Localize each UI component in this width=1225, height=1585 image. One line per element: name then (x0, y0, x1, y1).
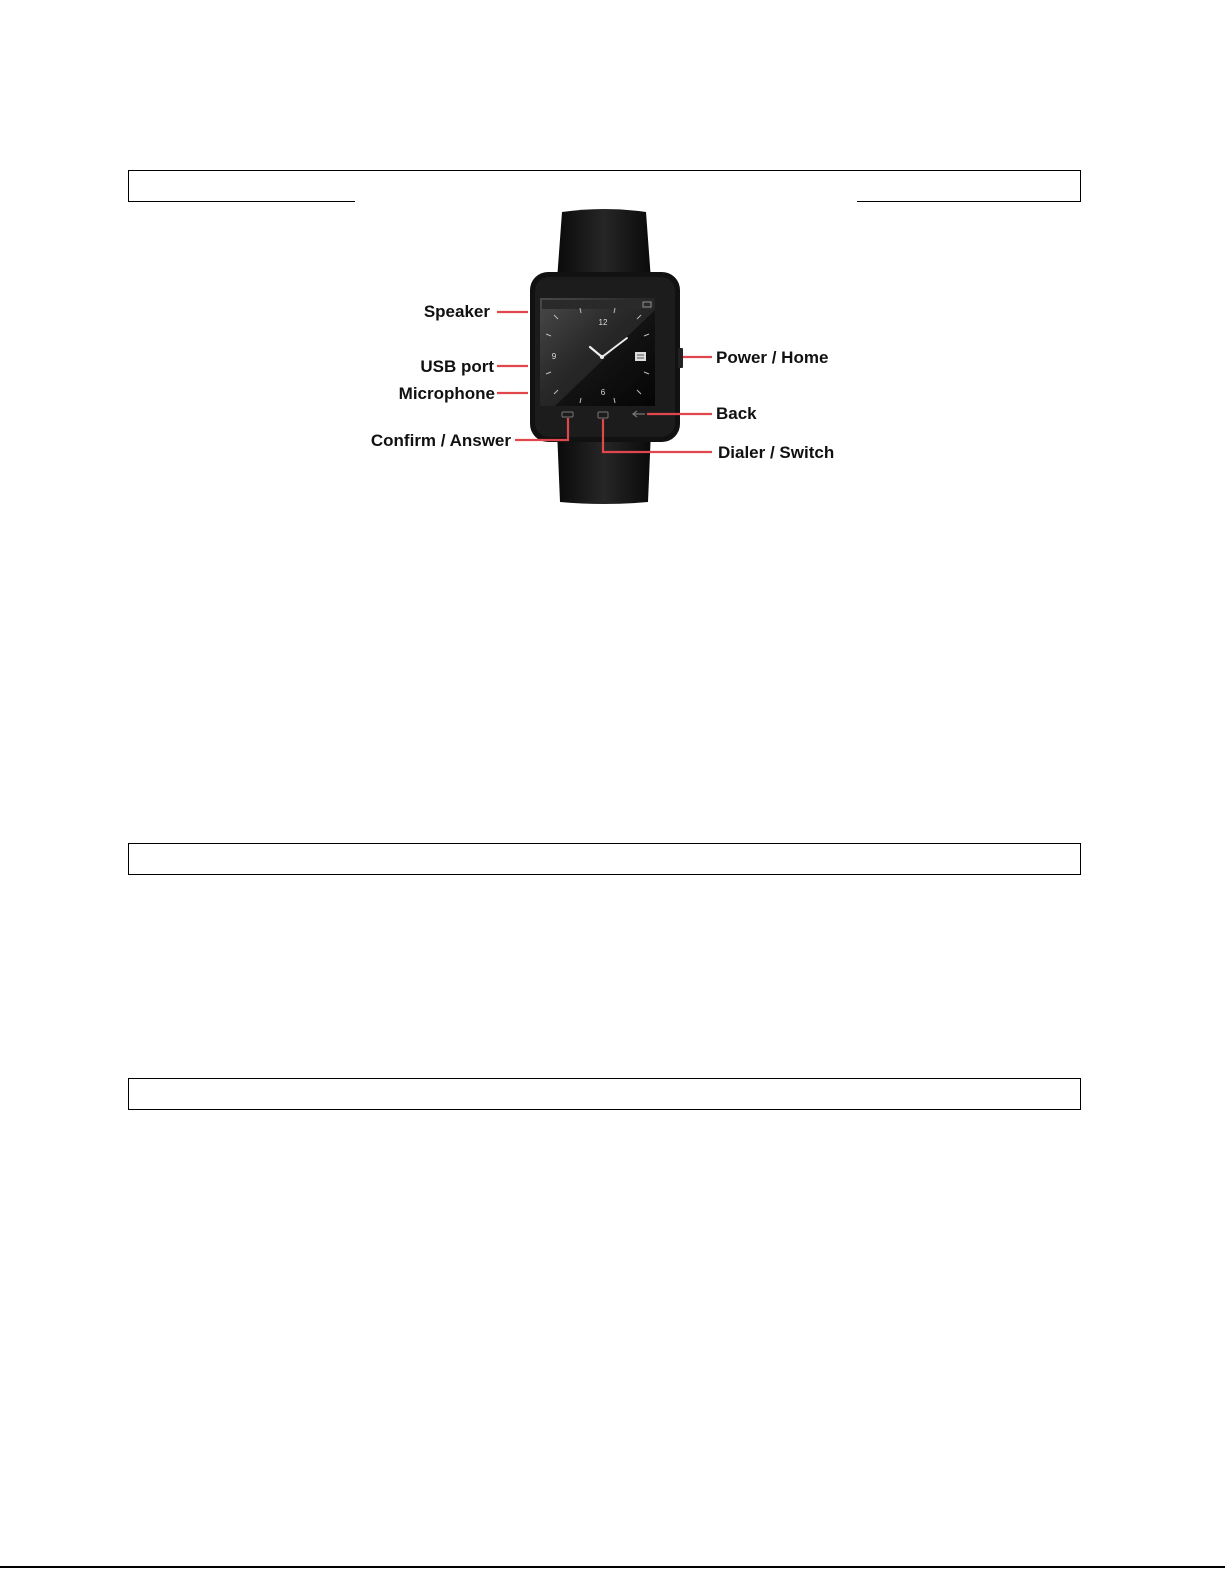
calendar-icon (635, 352, 646, 361)
dial-numeral-9: 9 (551, 352, 557, 361)
section-header-box-1 (128, 170, 1081, 202)
section-header-box-3 (128, 1078, 1081, 1110)
callout-usb-port: USB port (420, 357, 494, 376)
callout-confirm-answer: Confirm / Answer (370, 431, 511, 450)
dial-numeral-12: 12 (598, 318, 608, 327)
dial-numeral-6: 6 (600, 388, 606, 397)
callout-dialer-switch: Dialer / Switch (718, 443, 835, 462)
callout-power-home: Power / Home (716, 348, 829, 367)
smartwatch-figure (355, 200, 857, 510)
top-strap (557, 209, 651, 280)
section-header-box-2 (128, 843, 1081, 875)
power-button (678, 348, 683, 368)
callout-microphone: Microphone (398, 384, 495, 403)
callout-speaker: Speaker (423, 302, 490, 321)
page-bottom-rule (0, 1566, 1225, 1568)
callout-back: Back (716, 404, 757, 423)
